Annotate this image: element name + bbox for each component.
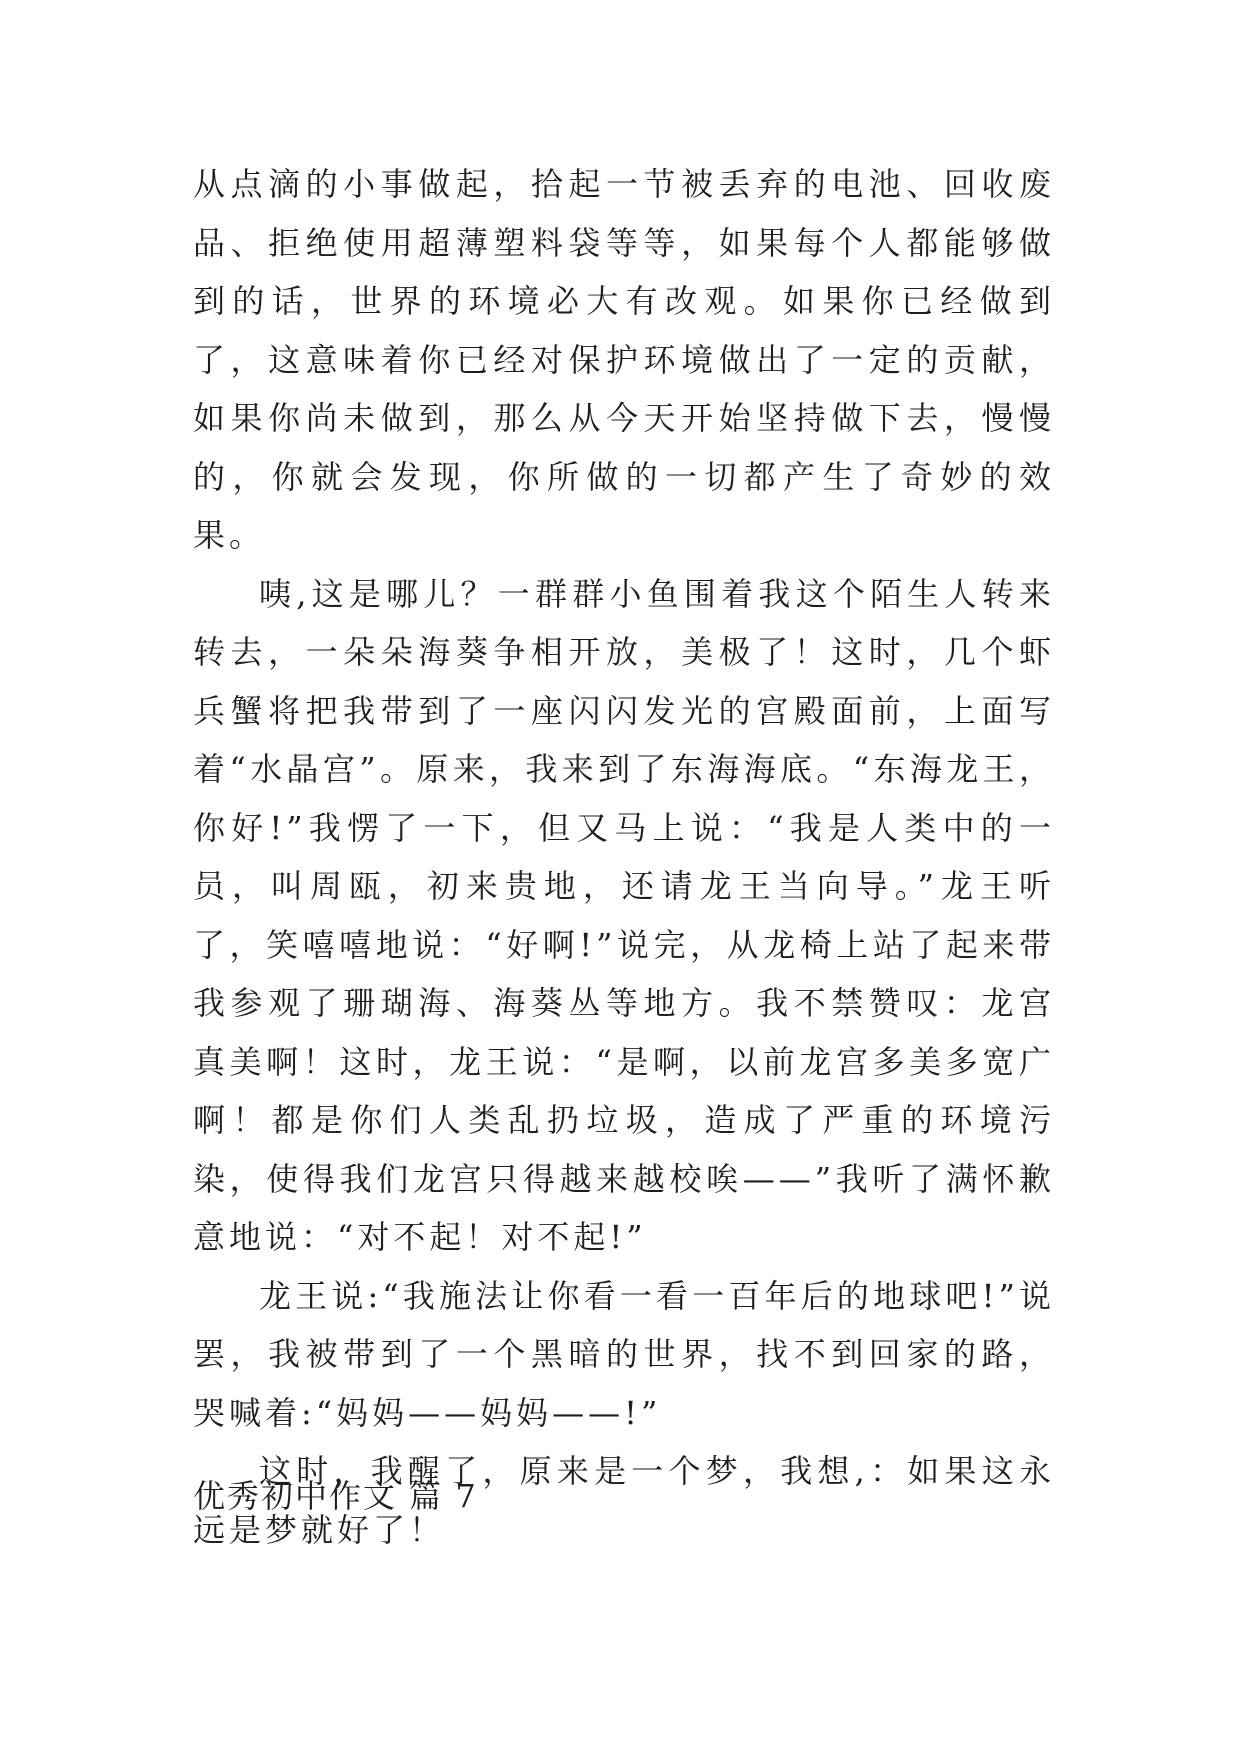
paragraph-4: 这时，我醒了，原来是一个梦，我想,：如果这永远是梦就好了！: [193, 1452, 1055, 1549]
essay-body: [193, 155, 1055, 1559]
paragraph-3: 龙王说:“我施法让你看一看一百年后的地球吧!”说罢，我被带到了一个黑暗的世界，找不到回家的路，哭喊着:“妈妈——妈妈——!”: [193, 1276, 1055, 1432]
paragraph-2: 咦,这是哪儿？一群群小鱼围着我这个陌生人转来转去，一朵朵海葵争相开放，美极了！这时，几个虾兵蟹将把我带到了一座闪闪发光的宫殿面前，上面写着“水晶宫”。原来，我来到了东海海底。“东海龙王，你好!”我愣了一下，但又马上说：“我是人类中的一员，叫周瓯，初来贵地，还请龙王当向导。”龙王听了，笑嘻嘻地说：“好啊!”说完，从龙椅上站了起来带我参观了珊瑚海、海葵丛等地方。我不禁赞叹：龙宫真美啊！这时，龙王说：“是啊，以前龙宫多美多宽广啊！都是你们人类乱扔垃圾，造成了严重的环境污染，使得我们龙宫只得越来越校唉——”我听了满怀歉意地说：“对不起！对不起!”: [193, 574, 1055, 1256]
section-title: 优秀初中作文 篇 7: [193, 1477, 478, 1515]
paragraph-1: 从点滴的小事做起，拾起一节被丢弃的电池、回收废品、拒绝使用超薄塑料袋等等，如果每个人都能够做到的话，世界的环境必大有改观。如果你已经做到了，这意味着你已经对保护环境做出了一定的贡献，如果你尚未做到，那么从今天开始坚持做下去，慢慢的，你就会发现，你所做的一切都产生了奇妙的效果。: [193, 165, 1055, 554]
